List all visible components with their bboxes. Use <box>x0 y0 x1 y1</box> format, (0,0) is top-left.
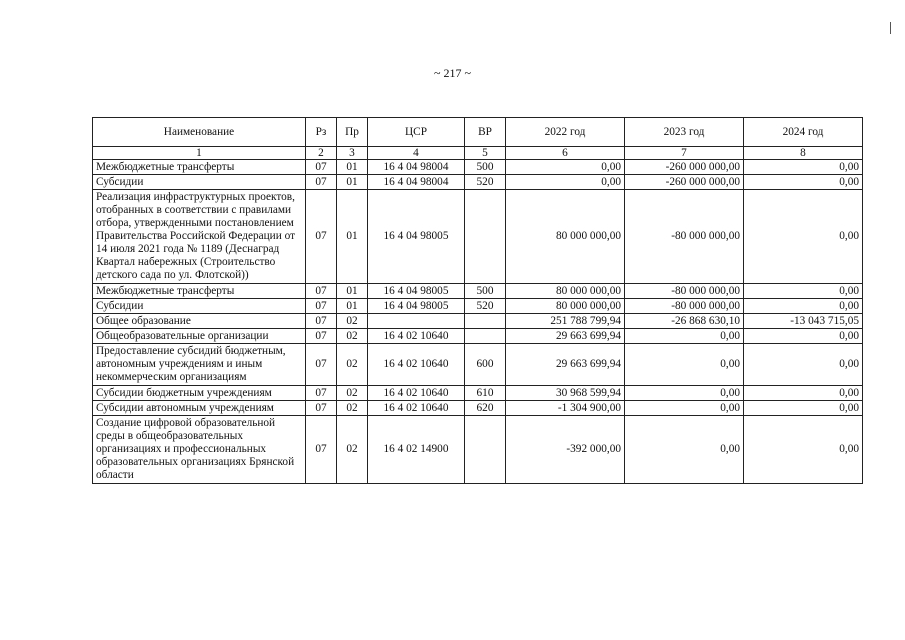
budget-table <box>92 117 863 484</box>
row-2024: 0,00 <box>744 299 863 314</box>
row-vr: 520 <box>465 175 506 190</box>
row-2024: 0,00 <box>744 401 863 416</box>
row-csr: 16 4 02 10640 <box>368 329 465 344</box>
table-row <box>93 190 863 284</box>
table-row <box>93 329 863 344</box>
row-name: Межбюджетные трансферты <box>93 284 306 299</box>
row-csr <box>368 314 465 329</box>
header-pr: Пр <box>337 118 368 147</box>
row-2022: 30 968 599,94 <box>506 386 625 401</box>
row-vr: 600 <box>465 344 506 386</box>
row-2022: -392 000,00 <box>506 416 625 484</box>
row-rz: 07 <box>306 314 337 329</box>
row-pr: 01 <box>337 299 368 314</box>
row-csr: 16 4 04 98005 <box>368 299 465 314</box>
table-body <box>93 147 863 484</box>
row-pr: 01 <box>337 160 368 175</box>
table-row <box>93 175 863 190</box>
row-csr: 16 4 04 98004 <box>368 175 465 190</box>
row-name: Субсидии автономным учреждениям <box>93 401 306 416</box>
row-rz: 07 <box>306 329 337 344</box>
row-csr: 16 4 02 14900 <box>368 416 465 484</box>
row-csr: 16 4 02 10640 <box>368 401 465 416</box>
column-number: 1 <box>93 147 306 160</box>
scan-edge-mark <box>890 22 891 34</box>
row-pr: 01 <box>337 284 368 299</box>
row-2022: 80 000 000,00 <box>506 299 625 314</box>
row-pr: 02 <box>337 314 368 329</box>
row-vr: 500 <box>465 284 506 299</box>
row-pr: 02 <box>337 416 368 484</box>
row-name: Общее образование <box>93 314 306 329</box>
header-name: Наименование <box>93 118 306 147</box>
row-csr: 16 4 02 10640 <box>368 386 465 401</box>
row-2024: 0,00 <box>744 175 863 190</box>
row-2023: 0,00 <box>625 344 744 386</box>
row-pr: 02 <box>337 344 368 386</box>
row-2024: 0,00 <box>744 284 863 299</box>
row-rz: 07 <box>306 175 337 190</box>
header-vr: ВР <box>465 118 506 147</box>
row-2022: 0,00 <box>506 175 625 190</box>
row-rz: 07 <box>306 160 337 175</box>
row-csr: 16 4 02 10640 <box>368 344 465 386</box>
row-csr: 16 4 04 98004 <box>368 160 465 175</box>
row-2022: 80 000 000,00 <box>506 190 625 284</box>
row-pr: 02 <box>337 401 368 416</box>
row-vr <box>465 190 506 284</box>
row-csr: 16 4 04 98005 <box>368 190 465 284</box>
row-2023: 0,00 <box>625 386 744 401</box>
row-name: Субсидии <box>93 299 306 314</box>
row-vr: 610 <box>465 386 506 401</box>
row-pr: 01 <box>337 190 368 284</box>
column-number: 5 <box>465 147 506 160</box>
table-row <box>93 416 863 484</box>
header-2024: 2024 год <box>744 118 863 147</box>
row-rz: 07 <box>306 299 337 314</box>
row-name: Реализация инфраструктурных проектов, отобранных в соответствии с правилами отбора, утвержденными постановлением Правительства Российской Федерации от 14 июля 2021 года № 1189 (Деснаград Квартал набережных (Строительство детского сада по ул. Флотской)) <box>93 190 306 284</box>
page-number: ~ 217 ~ <box>434 66 471 80</box>
table-row <box>93 314 863 329</box>
row-name: Создание цифровой образовательной среды в общеобразовательных организациях и профессиональных образовательных организациях Брянской области <box>93 416 306 484</box>
column-number: 4 <box>368 147 465 160</box>
table-row <box>93 284 863 299</box>
row-2023: -260 000 000,00 <box>625 160 744 175</box>
row-2022: 29 663 699,94 <box>506 329 625 344</box>
row-2022: 80 000 000,00 <box>506 284 625 299</box>
row-2023: 0,00 <box>625 401 744 416</box>
row-2024: 0,00 <box>744 190 863 284</box>
row-2023: -80 000 000,00 <box>625 284 744 299</box>
column-number: 3 <box>337 147 368 160</box>
row-name: Межбюджетные трансферты <box>93 160 306 175</box>
header-2022: 2022 год <box>506 118 625 147</box>
row-2024: -13 043 715,05 <box>744 314 863 329</box>
row-2022: 0,00 <box>506 160 625 175</box>
table-row <box>93 344 863 386</box>
row-vr <box>465 416 506 484</box>
row-vr <box>465 314 506 329</box>
row-2024: 0,00 <box>744 160 863 175</box>
row-rz: 07 <box>306 416 337 484</box>
row-name: Общеобразовательные организации <box>93 329 306 344</box>
row-2024: 0,00 <box>744 416 863 484</box>
table-row <box>93 160 863 175</box>
row-rz: 07 <box>306 284 337 299</box>
row-pr: 02 <box>337 329 368 344</box>
row-rz: 07 <box>306 190 337 284</box>
table-row <box>93 299 863 314</box>
row-2024: 0,00 <box>744 344 863 386</box>
row-2022: 251 788 799,94 <box>506 314 625 329</box>
column-number: 7 <box>625 147 744 160</box>
row-name: Субсидии бюджетным учреждениям <box>93 386 306 401</box>
column-number: 2 <box>306 147 337 160</box>
row-csr: 16 4 04 98005 <box>368 284 465 299</box>
row-rz: 07 <box>306 401 337 416</box>
column-number: 8 <box>744 147 863 160</box>
row-2024: 0,00 <box>744 386 863 401</box>
table-row <box>93 401 863 416</box>
row-name: Предоставление субсидий бюджетным, автономным учреждениям и иным некоммерческим организациям <box>93 344 306 386</box>
row-pr: 01 <box>337 175 368 190</box>
row-vr <box>465 329 506 344</box>
row-name: Субсидии <box>93 175 306 190</box>
row-2023: 0,00 <box>625 416 744 484</box>
row-2023: -80 000 000,00 <box>625 299 744 314</box>
row-2022: 29 663 699,94 <box>506 344 625 386</box>
row-2023: -80 000 000,00 <box>625 190 744 284</box>
header-csr: ЦСР <box>368 118 465 147</box>
row-vr: 520 <box>465 299 506 314</box>
row-2024: 0,00 <box>744 329 863 344</box>
row-vr: 620 <box>465 401 506 416</box>
column-number: 6 <box>506 147 625 160</box>
header-2023: 2023 год <box>625 118 744 147</box>
column-number-row <box>93 147 863 160</box>
table-row <box>93 386 863 401</box>
row-pr: 02 <box>337 386 368 401</box>
header-rz: Рз <box>306 118 337 147</box>
row-vr: 500 <box>465 160 506 175</box>
row-rz: 07 <box>306 386 337 401</box>
header-row <box>93 118 863 147</box>
row-2023: -26 868 630,10 <box>625 314 744 329</box>
row-rz: 07 <box>306 344 337 386</box>
row-2022: -1 304 900,00 <box>506 401 625 416</box>
row-2023: 0,00 <box>625 329 744 344</box>
row-2023: -260 000 000,00 <box>625 175 744 190</box>
